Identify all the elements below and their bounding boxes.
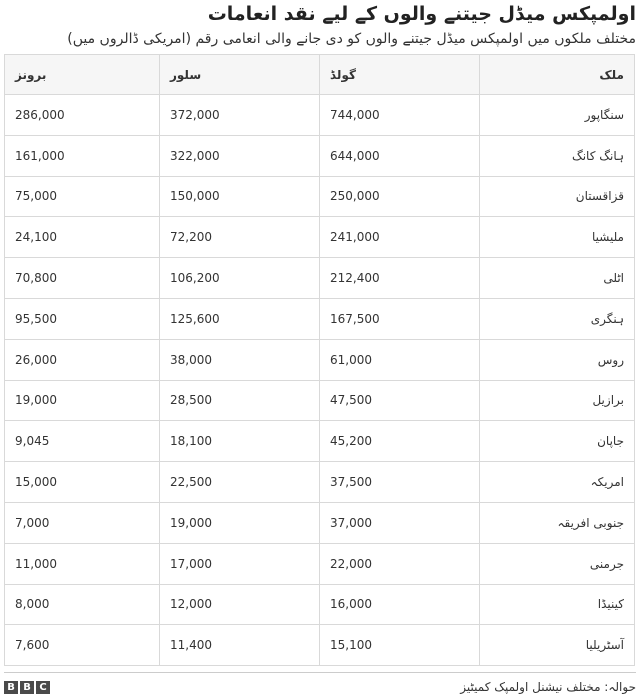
- table-row: [5, 339, 635, 380]
- cell-bronze: 95,500: [5, 298, 160, 339]
- chart-title: اولمپکس میڈل جیتنے والوں کے لیے نقد انعامات: [207, 3, 636, 25]
- cell-gold: 37,000: [320, 502, 480, 543]
- cell-country: روس: [480, 339, 635, 380]
- cell-bronze: 19,000: [5, 380, 160, 421]
- cell-silver: 22,500: [160, 462, 320, 503]
- cell-country: جنوبی افریقہ: [480, 502, 635, 543]
- column-header-bronze[interactable]: برونز: [5, 55, 160, 95]
- cell-gold: 744,000: [320, 95, 480, 136]
- cell-bronze: 7,000: [5, 502, 160, 543]
- cell-gold: 45,200: [320, 421, 480, 462]
- bbc-logo-block: B: [4, 681, 18, 694]
- cell-silver: 72,200: [160, 217, 320, 258]
- cell-country: ہانگ کانگ: [480, 135, 635, 176]
- cell-gold: 61,000: [320, 339, 480, 380]
- cell-silver: 28,500: [160, 380, 320, 421]
- cell-bronze: 15,000: [5, 462, 160, 503]
- table-row: [5, 135, 635, 176]
- cell-country: قزاقستان: [480, 176, 635, 217]
- cell-bronze: 26,000: [5, 339, 160, 380]
- cell-bronze: 161,000: [5, 135, 160, 176]
- cell-silver: 38,000: [160, 339, 320, 380]
- cell-silver: 106,200: [160, 258, 320, 299]
- cell-bronze: 7,600: [5, 625, 160, 666]
- cell-gold: 241,000: [320, 217, 480, 258]
- table-row: [5, 95, 635, 136]
- cell-bronze: 11,000: [5, 543, 160, 584]
- table-row: [5, 502, 635, 543]
- prize-table-container: [4, 54, 634, 666]
- cell-silver: 11,400: [160, 625, 320, 666]
- cell-bronze: 9,045: [5, 421, 160, 462]
- chart-subtitle: مختلف ملکوں میں اولمپکس میڈل جیتنے والوں کو دی جانے والی انعامی رقم (امریکی ڈالروں میں): [67, 31, 636, 47]
- bbc-logo: [4, 681, 50, 694]
- column-header-gold[interactable]: گولڈ: [320, 55, 480, 95]
- table-header: [5, 55, 635, 95]
- cell-silver: 322,000: [160, 135, 320, 176]
- table-row: [5, 258, 635, 299]
- cell-gold: 22,000: [320, 543, 480, 584]
- column-header-country[interactable]: ملک: [480, 55, 635, 95]
- table-row: [5, 217, 635, 258]
- table-row: [5, 298, 635, 339]
- footer-divider: [4, 672, 636, 673]
- cell-gold: 37,500: [320, 462, 480, 503]
- cell-country: برازیل: [480, 380, 635, 421]
- table-row: [5, 584, 635, 625]
- table-body: [5, 95, 635, 666]
- prize-table: [4, 54, 635, 666]
- bbc-logo-block: B: [20, 681, 34, 694]
- cell-silver: 19,000: [160, 502, 320, 543]
- bbc-logo-block: C: [36, 681, 50, 694]
- cell-country: کینیڈا: [480, 584, 635, 625]
- cell-gold: 167,500: [320, 298, 480, 339]
- table-row: [5, 543, 635, 584]
- source-note: حوالہ: مختلف نیشنل اولمپک کمیٹیز: [460, 680, 636, 694]
- cell-country: ملیشیا: [480, 217, 635, 258]
- cell-silver: 17,000: [160, 543, 320, 584]
- cell-gold: 250,000: [320, 176, 480, 217]
- cell-bronze: 286,000: [5, 95, 160, 136]
- cell-silver: 18,100: [160, 421, 320, 462]
- column-header-silver[interactable]: سلور: [160, 55, 320, 95]
- table-row: [5, 380, 635, 421]
- table-row: [5, 625, 635, 666]
- cell-bronze: 75,000: [5, 176, 160, 217]
- cell-silver: 12,000: [160, 584, 320, 625]
- cell-silver: 150,000: [160, 176, 320, 217]
- table-row: [5, 421, 635, 462]
- cell-country: امریکہ: [480, 462, 635, 503]
- header-row: [5, 55, 635, 95]
- cell-silver: 372,000: [160, 95, 320, 136]
- cell-silver: 125,600: [160, 298, 320, 339]
- cell-country: جرمنی: [480, 543, 635, 584]
- cell-gold: 15,100: [320, 625, 480, 666]
- cell-bronze: 24,100: [5, 217, 160, 258]
- table-row: [5, 176, 635, 217]
- cell-country: سنگاپور: [480, 95, 635, 136]
- cell-gold: 16,000: [320, 584, 480, 625]
- cell-bronze: 70,800: [5, 258, 160, 299]
- cell-country: ہنگری: [480, 298, 635, 339]
- cell-country: اٹلی: [480, 258, 635, 299]
- table-row: [5, 462, 635, 503]
- cell-gold: 644,000: [320, 135, 480, 176]
- cell-country: آسٹریلیا: [480, 625, 635, 666]
- cell-bronze: 8,000: [5, 584, 160, 625]
- cell-country: جاپان: [480, 421, 635, 462]
- cell-gold: 47,500: [320, 380, 480, 421]
- cell-gold: 212,400: [320, 258, 480, 299]
